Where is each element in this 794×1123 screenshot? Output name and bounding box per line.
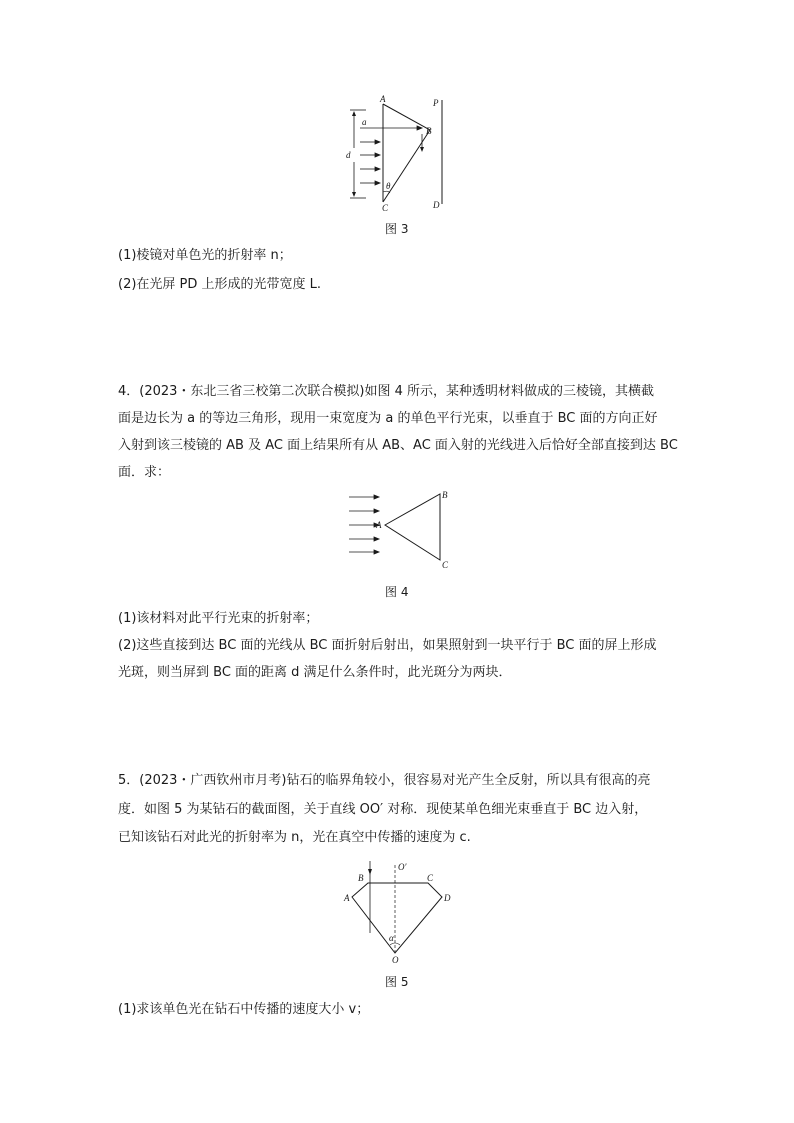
q5-line-1: 5．(2023・广西钦州市月考)钻石的临界角较小，很容易对光产生全反射，所以具有很高的亮 — [118, 773, 651, 788]
q4-sub-1: (1)该材料对此平行光束的折射率； — [118, 611, 319, 626]
label-b-point: B — [426, 126, 432, 136]
parallel-beam — [349, 495, 379, 554]
q5-line-3: 已知该钻石对此光的折射率为 n，光在真空中传播的速度为 c. — [118, 830, 471, 845]
label-c: C — [442, 560, 449, 570]
label-d-screen: D — [433, 200, 440, 210]
figure-4-caption: 图 4 — [385, 585, 409, 599]
label-a-point: A — [380, 94, 386, 104]
incident-rays — [360, 126, 422, 185]
label-a: A — [376, 520, 382, 530]
label-b: B — [358, 873, 364, 883]
label-theta: θ — [386, 181, 391, 191]
q5-line-2: 度．如图 5 为某钻石的截面图，关于直线 OO′ 对称．现使某单色细光束垂直于 BC 边入射， — [118, 802, 648, 817]
prism-edge-ab — [383, 104, 430, 130]
figure-3-diagram — [340, 92, 470, 212]
q4-line-2: 面是边长为 a 的等边三角形，现用一束宽度为 a 的单色平行光束，以垂直于 BC 面的方向正好 — [118, 411, 658, 426]
label-c: C — [427, 873, 434, 883]
q4-line-4: 面．求： — [118, 465, 171, 480]
label-d: D — [444, 893, 451, 903]
label-o: O — [392, 955, 399, 965]
label-a-width: a — [362, 117, 367, 127]
q4-sub-3: 光斑，则当屏到 BC 面的距离 d 满足什么条件时，此光斑分为两块． — [118, 665, 512, 680]
triangle-prism — [385, 494, 440, 560]
label-c-point: C — [382, 203, 389, 213]
label-alpha: α — [389, 933, 394, 943]
label-a: A — [344, 893, 350, 903]
diamond-section — [352, 883, 442, 953]
figure-3 — [340, 92, 470, 212]
figure-5-diagram — [340, 855, 460, 965]
q4-sub-2: (2)这些直接到达 BC 面的光线从 BC 面折射后射出，如果照射到一块平行于 BC 面的屏上形成 — [118, 638, 657, 653]
figure-4-diagram — [345, 488, 465, 573]
figure-4 — [345, 488, 465, 573]
label-d-width: d — [346, 150, 351, 160]
label-b: B — [442, 490, 448, 500]
label-o-prime: O′ — [398, 862, 407, 872]
figure-5-caption: 图 5 — [385, 975, 409, 989]
prism-edge-bc — [383, 130, 430, 202]
q4-line-3: 入射到该三棱镜的 AB 及 AC 面上结果所有从 AB、AC 面入射的光线进入后恰好全部直接到达 BC — [118, 438, 678, 453]
q5-sub-1: (1)求该单色光在钻石中传播的速度大小 v； — [118, 1002, 370, 1017]
q3-sub-1: (1)棱镜对单色光的折射率 n； — [118, 248, 292, 263]
q3-sub-2: (2)在光屏 PD 上形成的光带宽度 L. — [118, 277, 322, 292]
q4-line-1: 4．(2023・东北三省三校第二次联合模拟)如图 4 所示，某种透明材料做成的三棱镜，其横截 — [118, 384, 655, 399]
label-p: P — [433, 98, 439, 108]
figure-5 — [340, 855, 460, 965]
figure-3-caption: 图 3 — [385, 222, 409, 236]
